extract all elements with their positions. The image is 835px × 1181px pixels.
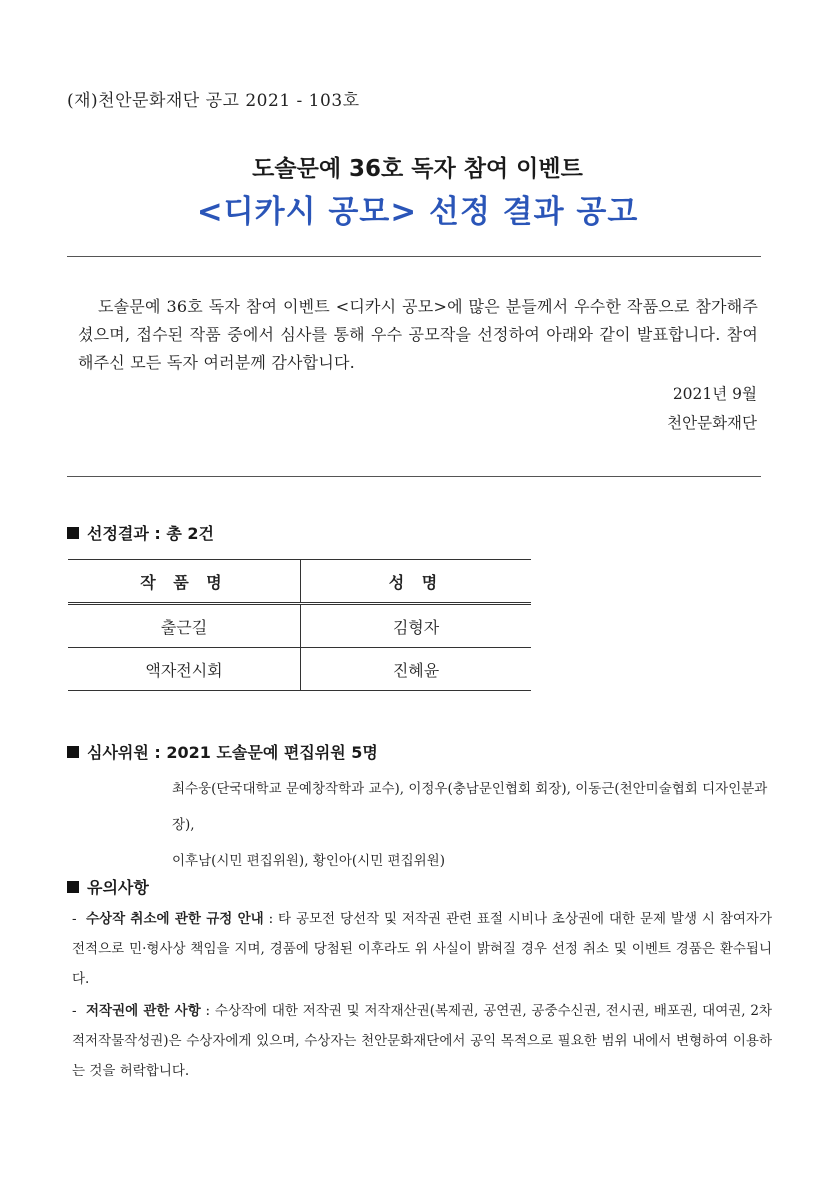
- author-name-cell: 진혜윤: [301, 648, 532, 691]
- square-bullet-icon: [67, 881, 79, 893]
- table-row: [68, 648, 531, 691]
- notes-heading: [67, 875, 149, 898]
- title-line1: 도솔문예 36호 독자 참여 이벤트: [252, 156, 583, 182]
- note-lead: 저작권에 관한 사항: [86, 1003, 201, 1019]
- dash-bullet-icon: -: [72, 1003, 77, 1019]
- bottom-divider: [67, 476, 761, 477]
- notes-heading-text: 유의사항: [87, 878, 149, 897]
- notice-date: 2021년 9월: [672, 385, 757, 403]
- note-item: [72, 996, 772, 1086]
- square-bullet-icon: [67, 527, 79, 539]
- organization-name: 천안문화재단: [667, 414, 757, 432]
- intro-text: 도솔문예 36호 독자 참여 이벤트 <디카시 공모>에 많은 분들께서 우수한 작품으로 참가해주셨으며, 접수된 작품 중에서 심사를 통해 우수 공모작을 선정하여 아래와 같이 발표합니다. 참여해주신 모든 독자 여러분께 감사합니다.: [78, 297, 758, 372]
- top-divider: [67, 256, 761, 257]
- notice-number: (재)천안문화재단 공고 2021 - 103호: [67, 91, 360, 111]
- judges-line: 이후남(시민 편집위원), 황인아(시민 편집위원): [172, 853, 445, 869]
- note-text: : 타 공모전 당선작 및 저작권 관련 표절 시비나 초상권에 대한 문제 발생 시 참여자가 전적으로 민·형사상 책임을 지며, 경품에 당첨된 이후라도 위 사실이 밝혀질 경우 선정 취소 및 이벤트 경품은 환수됩니다.: [72, 911, 772, 987]
- table-header-row: [68, 560, 531, 604]
- dash-bullet-icon: -: [72, 911, 77, 927]
- note-lead: 수상작 취소에 관한 규정 안내: [86, 911, 264, 927]
- work-title-cell: 출근길: [68, 604, 301, 648]
- work-title-cell: 액자전시회: [68, 648, 301, 691]
- judges-list: [172, 771, 772, 879]
- notes-list: [72, 904, 772, 1088]
- table-row: [68, 604, 531, 648]
- judges-heading: [67, 740, 378, 763]
- judges-line: 최수웅(단국대학교 문예창작학과 교수), 이정우(충남문인협회 회장), 이동근(천안미술협회 디자인분과장),: [172, 781, 768, 833]
- results-table: [68, 559, 531, 691]
- results-heading-text: 선정결과 : 총 2건: [87, 524, 214, 543]
- author-name-cell: 김형자: [301, 604, 532, 648]
- judges-heading-text: 심사위원 : 2021 도솔문예 편집위원 5명: [87, 743, 378, 762]
- results-heading: [67, 521, 214, 544]
- intro-paragraph: [78, 293, 758, 377]
- title-line2: <디카시 공모> 선정 결과 공고: [196, 194, 639, 230]
- column-header-title: 작 품 명: [68, 560, 301, 604]
- note-item: [72, 904, 772, 994]
- column-header-name: 성 명: [301, 560, 532, 604]
- note-text: : 수상작에 대한 저작권 및 저작재산권(복제권, 공연권, 공중수신권, 전시권, 배포권, 대여권, 2차적저작물작성권)은 수상자에게 있으며, 수상자는 천안문화재단에서 공익 목적으로 필요한 범위 내에서 변형하여 이용하는 것을 허락합니다.: [72, 1003, 772, 1079]
- square-bullet-icon: [67, 746, 79, 758]
